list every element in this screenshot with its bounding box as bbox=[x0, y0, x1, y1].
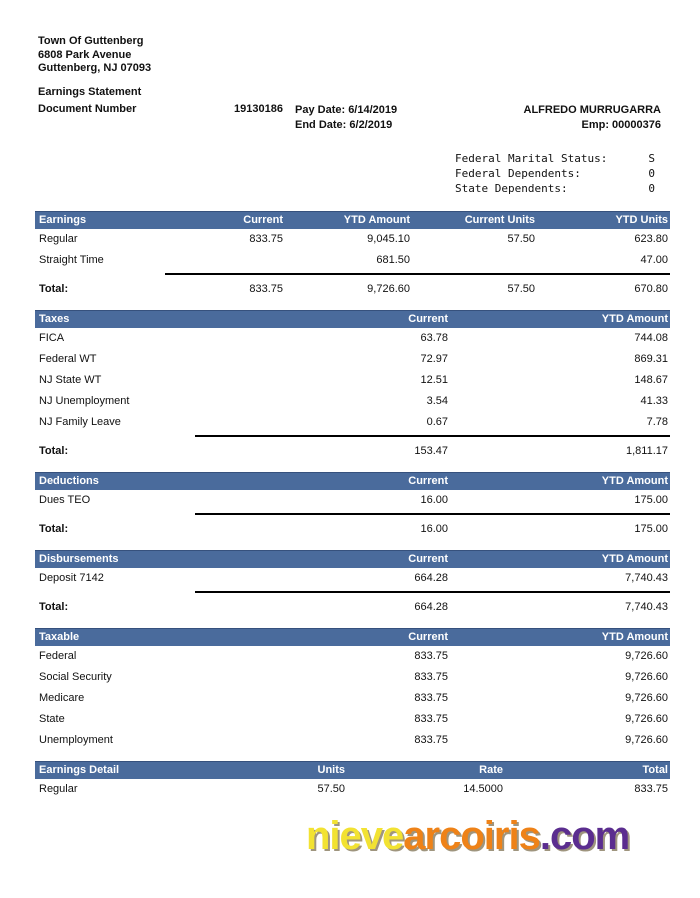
watermark-nievearcoiris bbox=[306, 814, 629, 859]
cell: 9,726.60 bbox=[625, 713, 668, 725]
cell: Social Security bbox=[39, 671, 112, 683]
total-row bbox=[35, 441, 670, 462]
column-header: Earnings Detail bbox=[39, 764, 120, 776]
cell: Straight Time bbox=[39, 254, 104, 266]
company-address-block bbox=[38, 35, 151, 76]
column-header: Current bbox=[408, 313, 448, 325]
table-row bbox=[35, 646, 670, 667]
state-dependents-value: 0 bbox=[648, 182, 655, 195]
cell: 664.28 bbox=[414, 572, 448, 584]
state-dependents-line bbox=[455, 181, 655, 196]
cell: 833.75 bbox=[634, 783, 668, 795]
watermark-segment: arcoiris bbox=[403, 814, 540, 858]
table-disbursements bbox=[35, 550, 670, 618]
cell: 3.54 bbox=[426, 395, 448, 407]
company-street: 6808 Park Avenue bbox=[38, 48, 132, 61]
cell: 153.47 bbox=[414, 445, 448, 457]
company-city: Guttenberg, NJ 07093 bbox=[38, 62, 152, 74]
column-header: Earnings bbox=[39, 214, 87, 226]
table-taxable bbox=[35, 628, 670, 751]
cell: Total: bbox=[39, 283, 69, 295]
total-row bbox=[35, 519, 670, 540]
table-header-earnings bbox=[35, 211, 670, 229]
cell: 9,045.10 bbox=[367, 233, 410, 245]
column-header: Units bbox=[317, 764, 345, 776]
table-row bbox=[35, 391, 670, 412]
federal-marital-status-label: Federal Marital Status: bbox=[455, 152, 608, 165]
cell: 833.75 bbox=[414, 713, 448, 725]
total-row bbox=[35, 279, 670, 300]
total-underline bbox=[195, 435, 670, 437]
cell: 175.00 bbox=[634, 523, 668, 535]
column-header: Deductions bbox=[39, 475, 99, 487]
federal-dependents-line bbox=[455, 166, 655, 181]
column-header: Current bbox=[408, 553, 448, 565]
cell: 57.50 bbox=[317, 783, 345, 795]
cell: 7,740.43 bbox=[625, 572, 668, 584]
table-row bbox=[35, 490, 670, 511]
cell: Federal WT bbox=[39, 353, 97, 365]
document-number-label: Document Number bbox=[38, 103, 137, 115]
total-row bbox=[35, 597, 670, 618]
table-row bbox=[35, 250, 670, 271]
column-header: Current bbox=[408, 475, 448, 487]
cell: 9,726.60 bbox=[625, 650, 668, 662]
statement-title: Earnings Statement bbox=[38, 86, 142, 98]
federal-dependents-value: 0 bbox=[648, 167, 655, 180]
cell: 1,811.17 bbox=[625, 445, 668, 457]
federal-marital-status-line bbox=[455, 151, 655, 166]
cell: Total: bbox=[39, 445, 69, 457]
column-header: YTD Amount bbox=[601, 475, 668, 487]
cell: 7,740.43 bbox=[625, 601, 668, 613]
column-header: Total bbox=[642, 764, 668, 776]
cell: 664.28 bbox=[414, 601, 448, 613]
cell: 148.67 bbox=[634, 374, 668, 386]
cell: Regular bbox=[39, 233, 78, 245]
watermark-segment: .com bbox=[539, 814, 630, 858]
cell: 16.00 bbox=[420, 523, 448, 535]
cell: Total: bbox=[39, 601, 69, 613]
column-header: YTD Amount bbox=[601, 553, 668, 565]
table-row bbox=[35, 730, 670, 751]
cell: 9,726.60 bbox=[367, 283, 410, 295]
cell: 72.97 bbox=[420, 353, 448, 365]
column-header: YTD Amount bbox=[601, 313, 668, 325]
column-header: Current Units bbox=[464, 214, 535, 226]
cell: 57.50 bbox=[507, 233, 535, 245]
table-row bbox=[35, 349, 670, 370]
column-header: Taxes bbox=[39, 313, 70, 325]
table-row bbox=[35, 370, 670, 391]
state-dependents-label: State Dependents: bbox=[455, 182, 568, 195]
table-row bbox=[35, 709, 670, 730]
cell: Deposit 7142 bbox=[39, 572, 104, 584]
cell: 7.78 bbox=[646, 416, 668, 428]
cell: 63.78 bbox=[420, 332, 448, 344]
column-header: Taxable bbox=[39, 631, 80, 643]
cell: 16.00 bbox=[420, 494, 448, 506]
cell: Unemployment bbox=[39, 734, 113, 746]
cell: 833.75 bbox=[414, 650, 448, 662]
company-name: Town Of Guttenberg bbox=[38, 35, 144, 47]
cell: 41.33 bbox=[640, 395, 668, 407]
table-row bbox=[35, 568, 670, 589]
table-header-disbursements bbox=[35, 550, 670, 568]
column-header: YTD Amount bbox=[343, 214, 410, 226]
end-date: End Date: 6/2/2019 bbox=[295, 119, 393, 131]
cell: 175.00 bbox=[634, 494, 668, 506]
cell: State bbox=[39, 713, 65, 725]
cell: 833.75 bbox=[414, 692, 448, 704]
table-row bbox=[35, 412, 670, 433]
column-header: YTD Amount bbox=[601, 631, 668, 643]
cell: Federal bbox=[39, 650, 77, 662]
column-header: Current bbox=[408, 631, 448, 643]
total-underline bbox=[165, 273, 670, 275]
cell: 670.80 bbox=[634, 283, 668, 295]
cell: 9,726.60 bbox=[625, 671, 668, 683]
cell: 833.75 bbox=[414, 671, 448, 683]
cell: 869.31 bbox=[634, 353, 668, 365]
column-header: Current bbox=[243, 214, 283, 226]
cell: 47.00 bbox=[640, 254, 668, 266]
table-header-deductions bbox=[35, 472, 670, 490]
table-deductions bbox=[35, 472, 670, 540]
table-row bbox=[35, 688, 670, 709]
pay-date: Pay Date: 6/14/2019 bbox=[295, 104, 398, 116]
pay-dates-block bbox=[295, 103, 397, 133]
watermark-segment: nieve bbox=[306, 814, 404, 858]
cell: Regular bbox=[39, 783, 78, 795]
cell: 0.67 bbox=[426, 416, 448, 428]
table-row bbox=[35, 779, 670, 800]
employee-name: ALFREDO MURRUGARRA bbox=[523, 104, 661, 116]
cell: NJ State WT bbox=[39, 374, 102, 386]
cell: 681.50 bbox=[376, 254, 410, 266]
cell bbox=[150, 250, 285, 271]
total-underline bbox=[195, 513, 670, 515]
table-row bbox=[35, 667, 670, 688]
table-header-earnings-detail bbox=[35, 761, 670, 779]
document-number-value: 19130186 bbox=[234, 103, 283, 115]
cell: Total: bbox=[39, 523, 69, 535]
column-header: Rate bbox=[479, 764, 503, 776]
column-header: Disbursements bbox=[39, 553, 119, 565]
table-earnings bbox=[35, 211, 670, 300]
federal-marital-status-value: S bbox=[648, 152, 655, 165]
tables bbox=[35, 211, 670, 810]
cell: 12.51 bbox=[420, 374, 448, 386]
total-underline bbox=[195, 591, 670, 593]
cell: NJ Family Leave bbox=[39, 416, 121, 428]
cell: 623.80 bbox=[634, 233, 668, 245]
cell: Medicare bbox=[39, 692, 85, 704]
cell bbox=[412, 250, 537, 271]
cell: FICA bbox=[39, 332, 65, 344]
cell: 9,726.60 bbox=[625, 692, 668, 704]
table-row bbox=[35, 328, 670, 349]
tax-status-block bbox=[455, 151, 655, 196]
cell: 57.50 bbox=[507, 283, 535, 295]
table-header-taxes bbox=[35, 310, 670, 328]
table-earnings-detail bbox=[35, 761, 670, 800]
column-header: YTD Units bbox=[615, 214, 668, 226]
cell: 833.75 bbox=[249, 283, 283, 295]
cell: 14.5000 bbox=[463, 783, 503, 795]
cell: NJ Unemployment bbox=[39, 395, 130, 407]
federal-dependents-label: Federal Dependents: bbox=[455, 167, 581, 180]
employee-block bbox=[524, 103, 662, 133]
cell: 833.75 bbox=[249, 233, 283, 245]
cell: Dues TEO bbox=[39, 494, 91, 506]
table-header-taxable bbox=[35, 628, 670, 646]
employee-id: Emp: 00000376 bbox=[581, 119, 661, 131]
cell: 833.75 bbox=[414, 734, 448, 746]
table-taxes bbox=[35, 310, 670, 462]
cell: 744.08 bbox=[634, 332, 668, 344]
table-row bbox=[35, 229, 670, 250]
cell: 9,726.60 bbox=[625, 734, 668, 746]
